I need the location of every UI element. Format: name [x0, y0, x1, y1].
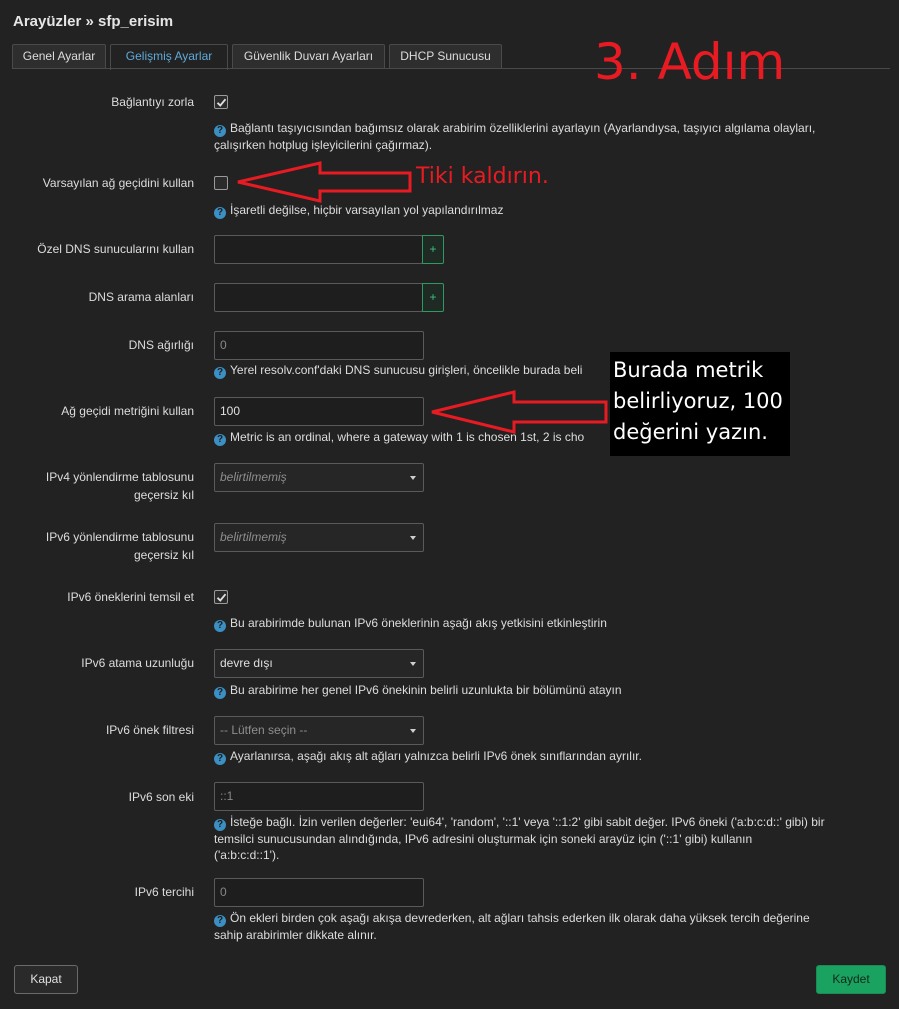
- gateway-metric-help: ? Metric is an ordinal, where a gateway with 1 is chosen 1st, 2 is cho: [214, 429, 610, 446]
- ipv6-assign-select[interactable]: devre dışı: [214, 649, 424, 678]
- ipv6-suffix-help: ? İsteğe bağlı. İzin verilen değerler: 'eui64', 'random', '::1' veya '::1:2' gibi sabit değer. IPv6 öneki ('a:b:c:d::' gibi) bir temsilci sunucusundan alındığında, IPv6 adresini oluşturmak için soneki arayüz için ('::1' gibi) kullanın ('a:b:c:d::1').: [214, 815, 825, 862]
- dns-search-label: DNS arama alanları: [88, 290, 194, 304]
- ipv6-pref-label: IPv6 tercihi: [134, 885, 194, 899]
- dns-search-input[interactable]: [214, 283, 423, 312]
- default-gateway-label: Varsayılan ağ geçidini kullan: [42, 176, 194, 190]
- tab-general[interactable]: Genel Ayarlar: [12, 44, 106, 69]
- ipv6-delegate-checkbox[interactable]: [214, 590, 228, 604]
- custom-dns-input[interactable]: [214, 235, 423, 264]
- ipv6-pref-help: ? Ön ekleri birden çok aşağı akışa devrederken, alt ağları tahsis ederken ilk olarak daha yüksek tercih değerine sahip arabirimler dikkate alınır.: [214, 911, 810, 942]
- ipv6-table-select[interactable]: belirtilmemiş: [214, 523, 424, 552]
- arrow-annotation-checkbox: [234, 160, 414, 204]
- help-icon: ?: [214, 367, 226, 379]
- help-icon: ?: [214, 620, 226, 632]
- check-icon: [216, 592, 227, 603]
- tab-firewall[interactable]: Güvenlik Duvarı Ayarları: [232, 44, 385, 69]
- ipv6-filter-help: ? Ayarlanırsa, aşağı akış alt ağları yalnızca belirli IPv6 önek sınıflarından ayrılır.: [214, 748, 882, 765]
- force-link-help: ? Bağlantı taşıyıcısından bağımsız olarak arabirim özelliklerini ayarlayın (Ayarlandıysa, taşıyıcı algılama olayları, çalışırken hotplug işleyicilerini çağırmaz).: [214, 121, 816, 152]
- dns-weight-help: ? Yerel resolv.conf'daki DNS sunucusu girişleri, öncelikle burada beli: [214, 362, 610, 379]
- dns-weight-label: DNS ağırlığı: [128, 338, 194, 352]
- ipv6-suffix-input[interactable]: ::1: [214, 782, 424, 811]
- help-icon: ?: [214, 207, 226, 219]
- force-link-checkbox[interactable]: [214, 95, 228, 109]
- custom-dns-add-button[interactable]: +: [422, 235, 444, 264]
- ipv6-filter-select[interactable]: -- Lütfen seçin --: [214, 716, 424, 745]
- help-icon: ?: [214, 915, 226, 927]
- default-gateway-help: ? İşaretli değilse, hiçbir varsayılan yol yapılandırılmaz: [214, 202, 882, 219]
- ipv6-assign-label: IPv6 atama uzunluğu: [81, 656, 194, 670]
- help-icon: ?: [214, 125, 226, 137]
- ipv4-table-select[interactable]: belirtilmemiş: [214, 463, 424, 492]
- annotation-uncheck: Tiki kaldırın.: [416, 164, 549, 189]
- ipv6-assign-help: ? Bu arabirime her genel IPv6 önekinin belirli uzunlukta bir bölümünü atayın: [214, 682, 882, 699]
- ipv4-table-label: IPv4 yönlendirme tablosunu geçersiz kıl: [45, 470, 194, 502]
- gateway-metric-input[interactable]: 100: [214, 397, 424, 426]
- ipv6-delegate-label: IPv6 öneklerini temsil et: [67, 590, 194, 604]
- dns-search-add-button[interactable]: +: [422, 283, 444, 312]
- ipv6-filter-label: IPv6 önek filtresi: [105, 723, 194, 737]
- tab-dhcp[interactable]: DHCP Sunucusu: [389, 44, 502, 69]
- force-link-label: Bağlantıyı zorla: [111, 95, 194, 109]
- custom-dns-label: Özel DNS sunucularını kullan: [37, 242, 194, 256]
- page-title: Arayüzler » sfp_erisim: [13, 13, 174, 30]
- tab-advanced[interactable]: Gelişmiş Ayarlar: [110, 44, 228, 70]
- gateway-metric-label: Ağ geçidi metriğini kullan: [61, 404, 194, 418]
- chevron-down-icon: [410, 662, 416, 666]
- default-gateway-checkbox[interactable]: [214, 176, 228, 190]
- chevron-down-icon: [410, 729, 416, 733]
- ipv6-delegate-help: ? Bu arabirimde bulunan IPv6 öneklerinin aşağı akış yetkisini etkinleştirin: [214, 615, 882, 632]
- help-icon: ?: [214, 819, 226, 831]
- check-icon: [216, 97, 227, 108]
- ipv6-pref-input[interactable]: 0: [214, 878, 424, 907]
- ipv6-table-label: IPv6 yönlendirme tablosunu geçersiz kıl: [45, 530, 194, 562]
- save-button[interactable]: Kaydet: [816, 965, 886, 994]
- help-icon: ?: [214, 753, 226, 765]
- help-icon: ?: [214, 687, 226, 699]
- help-icon: ?: [214, 434, 226, 446]
- ipv6-suffix-label: IPv6 son eki: [128, 790, 194, 804]
- annotation-metric-note: Burada metrik belirliyoruz, 100 değerini yazın.: [610, 352, 790, 456]
- annotation-step: 3. Adım: [594, 33, 786, 91]
- dns-weight-input[interactable]: 0: [214, 331, 424, 360]
- arrow-annotation-metric: [428, 388, 610, 436]
- chevron-down-icon: [410, 536, 416, 540]
- close-button[interactable]: Kapat: [14, 965, 78, 994]
- chevron-down-icon: [410, 476, 416, 480]
